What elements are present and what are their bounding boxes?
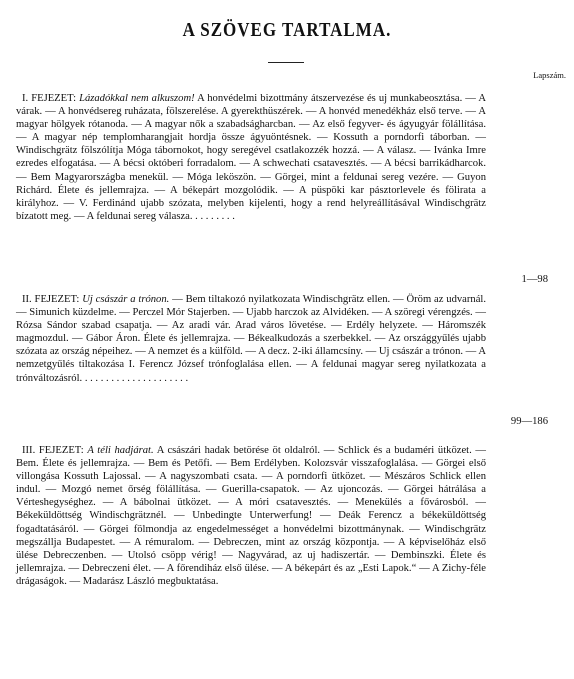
chapter-3-heading: III. FEJEZET:	[22, 445, 84, 456]
title-divider	[268, 62, 304, 63]
chapter-2-title: Uj császár a trónon.	[82, 294, 170, 305]
chapter-1-title: Lázadókkal nem alkuszom!	[79, 93, 195, 104]
chapter-3-summary: A császári hadak betörése öt oldalról. — Schlick és a budaméri ütközet. — Bem. Élete és jellemrajza. — Bem és Petőfi. — Bem Erdélyben. Kolozsvár visszafoglalása. — Görgei első villongása Kossuth Lajossal. — A nagyszombati csata. — A porndorfi ütközet. — Mészáros Schlick ellen indul. — Mozgó nemet őrség fölállítása. — Guerilla-csapatok. — Az ujoncozás. — Görgei hátrálása a Vérteshegységhez. — A bábolnai ütközet. — A móri csatavesztés. — Menekülés a fővárosból. — Békeküldöttség Windischgrätznél. — Unbedingte Unterwerfung! — Deák Ferencz a békeküldöttség fogadtatásáról. — Görgei fölmondja az engedelmességet a honvédelmi bizottmánynak. — Windischgrätz megszállja Budapestet. — A rémuralom. — Debreczen, mint az ország központja. — A képviselőház első ülése Debreczenben. — Utolsó csöpp vérig! — Nagyvárad, az uj hadiszertár. — Dembinszki. Élete és jellemrajza. — Debreczeni élet. — A főrendiház első ülése. — A békepárt és az „Esti Lapok.“ — A Zichy-féle drágaságok. — Madarász László megbuktatása.	[16, 445, 486, 587]
chapter-1-summary: A honvédelmi bizottmány átszervezése és uj munkabeosztása. — A várak. — A honvédsereg ruházata, fölszerelése. A gyerekthüszérek. — A honvéd menedékház első terve. — A magyar hölgyek rótanoda. — A magyar nők a szabadságharcban. — Az első fegyver- és ágyugyár fölállítása. — A magyar nép templomharangjait hordja össze ágyuöntésnek. — Kossuth a porndorfi táborban. — Windischgrätz fölszólítja Móga tábornokot, hogy seregével csatlakozzék hozzá. — A válasz. — Ivánka Imre ezredes elfogatása. — A bécsi októberi forradalom. — A schwechati csatavesztés. — A bécsi barrikádharcok. — Bem Magyarországba menekül. — Móga leköszön. — Görgei, mint a feldunai sereg vezére. — Guyon Richárd. Élete és jellemrajza. — A békepárt mozgolódik. — A püspöki kar pásztorlevele és fölirata a királyhoz. — V. Ferdinánd ujabb szózata, melyben kijelenti, hogy a rend helyreállításával Windischgrätz bízatott meg. — A feldunai sereg válasza. . . . . . . . .	[16, 93, 486, 222]
chapter-1-heading: I. FEJEZET:	[22, 93, 77, 104]
chapter-2-entry	[16, 293, 486, 385]
chapter-1-pages: 1—98	[521, 274, 548, 285]
chapter-1-entry	[16, 92, 486, 223]
chapter-2-pages: 99—186	[510, 416, 548, 427]
chapter-3-entry	[16, 444, 486, 588]
page-title: A SZÖVEG TARTALMA.	[182, 18, 392, 41]
chapter-2-summary: — Bem tiltakozó nyilatkozata Windischgrätz ellen. — Öröm az udvarnál. — Simunich küzdelme. — Perczel Mór Stajerben. — Ujabb harczok az Alvidéken. — A szöregi vérengzés. — Rózsa Sándor szabad csapatja. — Az aradi vár. Arad város lövetése. — Erdély helyzete. — Háromszék magmozdul. — Gábor Áron. Élete és jellemrajza. — Békealkudozás a szerbekkel. — Az országgyűlés ujabb szózata az ország népeihez. — A nemzet és a külföld. — A decz. 2-iki államcsíny. — Uj császár a trónon. — A nemzetgyűlés tiltakozása I. Ferencz József trónfoglalása ellen. — A feldunai magyar sereg nyilatkozata a trónváltozásról. . . . . . . . . . . . . . . . . . . . .	[16, 294, 486, 384]
chapter-2-heading: II. FEJEZET:	[22, 294, 80, 305]
chapter-3-title: A téli hadjárat.	[87, 445, 154, 456]
page-number-column-label: Lapszám.	[533, 70, 566, 80]
